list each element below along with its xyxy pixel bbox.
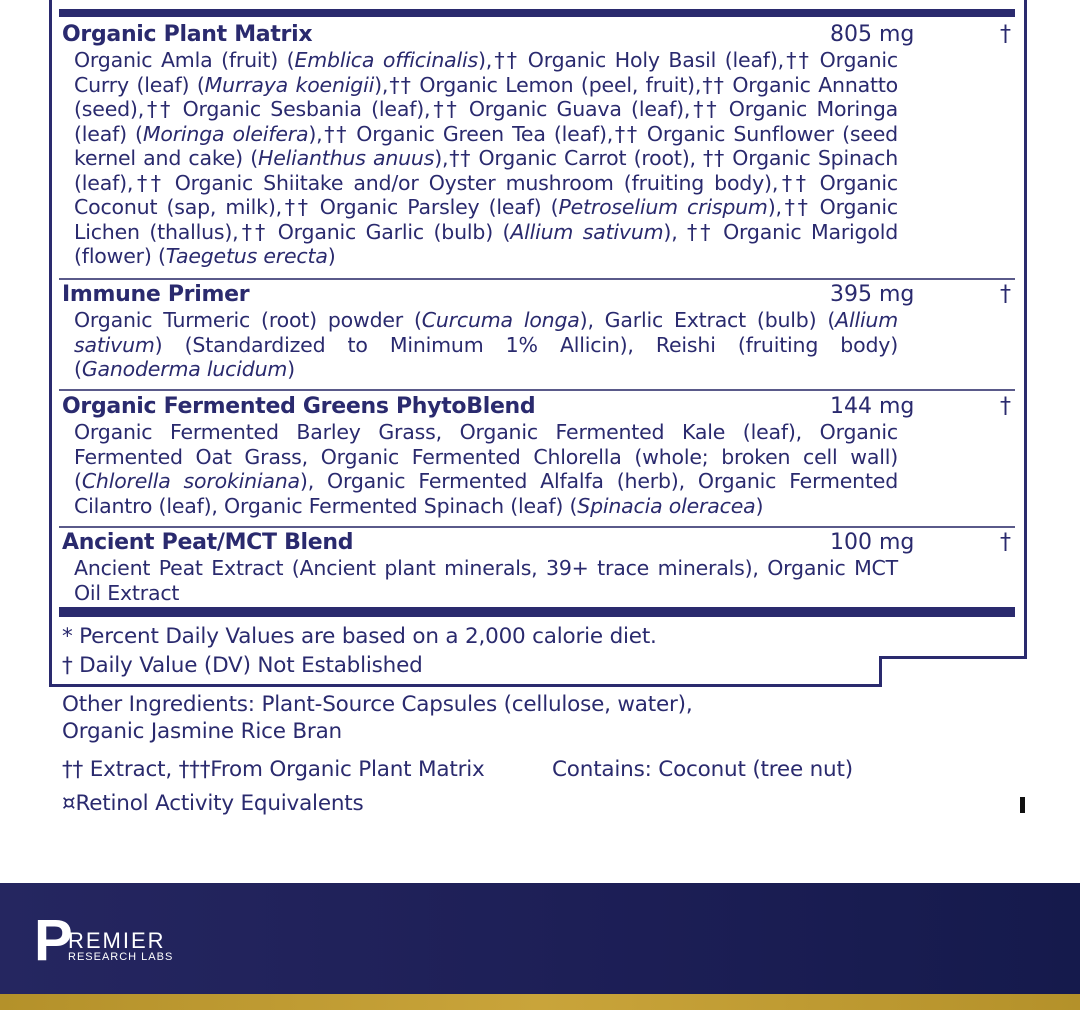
footnote-percent-dv: * Percent Daily Values are based on a 2,000 calorie diet. xyxy=(62,624,657,649)
section-ingredients: Organic Amla (fruit) (Emblica officinalis),†† Organic Holy Basil (leaf),†† Organic Curry (leaf) (Murraya koenigii),†† Organic Lemon (peel, fruit),†† Organic Annatto (seed),†† Organic Sesbania (leaf),†† Organic Guava (leaf),†† Organic Moringa (leaf) (Moringa oleifera),†† Organic Green Tea (leaf),†† Organic Sunflower (seed kernel and cake) (Helianthus anuus),†† Organic Carrot (root), †† Organic Spinach (leaf),†† Organic Shiitake and/or Oyster mushroom (fruiting body),†† Organic Coconut (sap, milk),†† Organic Parsley (leaf) (Petroselium crispum),†† Organic Lichen (thallus),†† Organic Garlic (bulb) (Allium sativum), †† Organic Marigold (flower) (Taegetus erecta) xyxy=(74,48,899,268)
other-ingredients-line2: Organic Jasmine Rice Bran xyxy=(62,719,342,744)
section-organic-plant-matrix xyxy=(62,22,1012,269)
bottom-thick-rule xyxy=(59,607,1015,617)
section-amount: 805 mg xyxy=(830,22,915,47)
section-name: Organic Plant Matrix xyxy=(62,22,313,47)
section-dv-symbol: † xyxy=(1000,282,1011,307)
top-thick-rule xyxy=(59,9,1015,17)
extract-note: †† Extract, †††From Organic Plant Matrix xyxy=(62,757,485,782)
edge-mark xyxy=(1020,797,1025,813)
gold-stripe xyxy=(0,994,1080,1010)
section-divider xyxy=(59,278,1015,280)
panel-border-right xyxy=(1024,0,1027,658)
brand-subtitle: RESEARCH LABS xyxy=(68,951,174,963)
other-ingredients-line1: Other Ingredients: Plant-Source Capsules (cellulose, water), xyxy=(62,692,693,717)
section-divider xyxy=(59,526,1015,528)
section-name: Organic Fermented Greens PhytoBlend xyxy=(62,394,536,419)
footnote-dv-not-established: † Daily Value (DV) Not Established xyxy=(62,653,423,678)
section-divider xyxy=(59,389,1015,391)
panel-border-left xyxy=(49,0,52,686)
retinol-note: ¤Retinol Activity Equivalents xyxy=(62,791,364,816)
section-ancient-peat xyxy=(62,530,1012,605)
panel-notch-vertical xyxy=(879,656,882,687)
section-amount: 100 mg xyxy=(830,530,915,555)
brand-logo-letter: P xyxy=(34,908,73,973)
section-immune-primer xyxy=(62,282,1012,382)
section-dv-symbol: † xyxy=(1000,394,1011,419)
section-dv-symbol: † xyxy=(1000,530,1011,555)
brand-name: REMIER xyxy=(68,928,166,953)
section-ingredients: Organic Turmeric (root) powder (Curcuma longa), Garlic Extract (bulb) (Allium sativum) (Standardized to Minimum 1% Allicin), Reishi (fruiting body) (Ganoderma lucidum) xyxy=(74,308,898,381)
section-name: Ancient Peat/MCT Blend xyxy=(62,530,354,555)
panel-border-bottom xyxy=(49,684,882,687)
section-amount: 395 mg xyxy=(830,282,915,307)
section-dv-symbol: † xyxy=(1000,22,1011,47)
section-name: Immune Primer xyxy=(62,282,250,307)
section-ingredients: Ancient Peat Extract (Ancient plant minerals, 39+ trace minerals), Organic MCT Oil Extract xyxy=(74,556,898,605)
section-fermented-greens xyxy=(62,394,1012,518)
allergen-contains: Contains: Coconut (tree nut) xyxy=(552,757,853,782)
panel-notch-horizontal xyxy=(879,656,1027,659)
section-ingredients: Organic Fermented Barley Grass, Organic Fermented Kale (leaf), Organic Fermented Oat Grass, Organic Fermented Chlorella (whole; broken cell wall) (Chlorella sorokiniana), Organic Fermented Alfalfa (herb), Organic Fermented Cilantro (leaf), Organic Fermented Spinach (leaf) (Spinacia oleracea) xyxy=(74,420,899,518)
section-amount: 144 mg xyxy=(830,394,915,419)
